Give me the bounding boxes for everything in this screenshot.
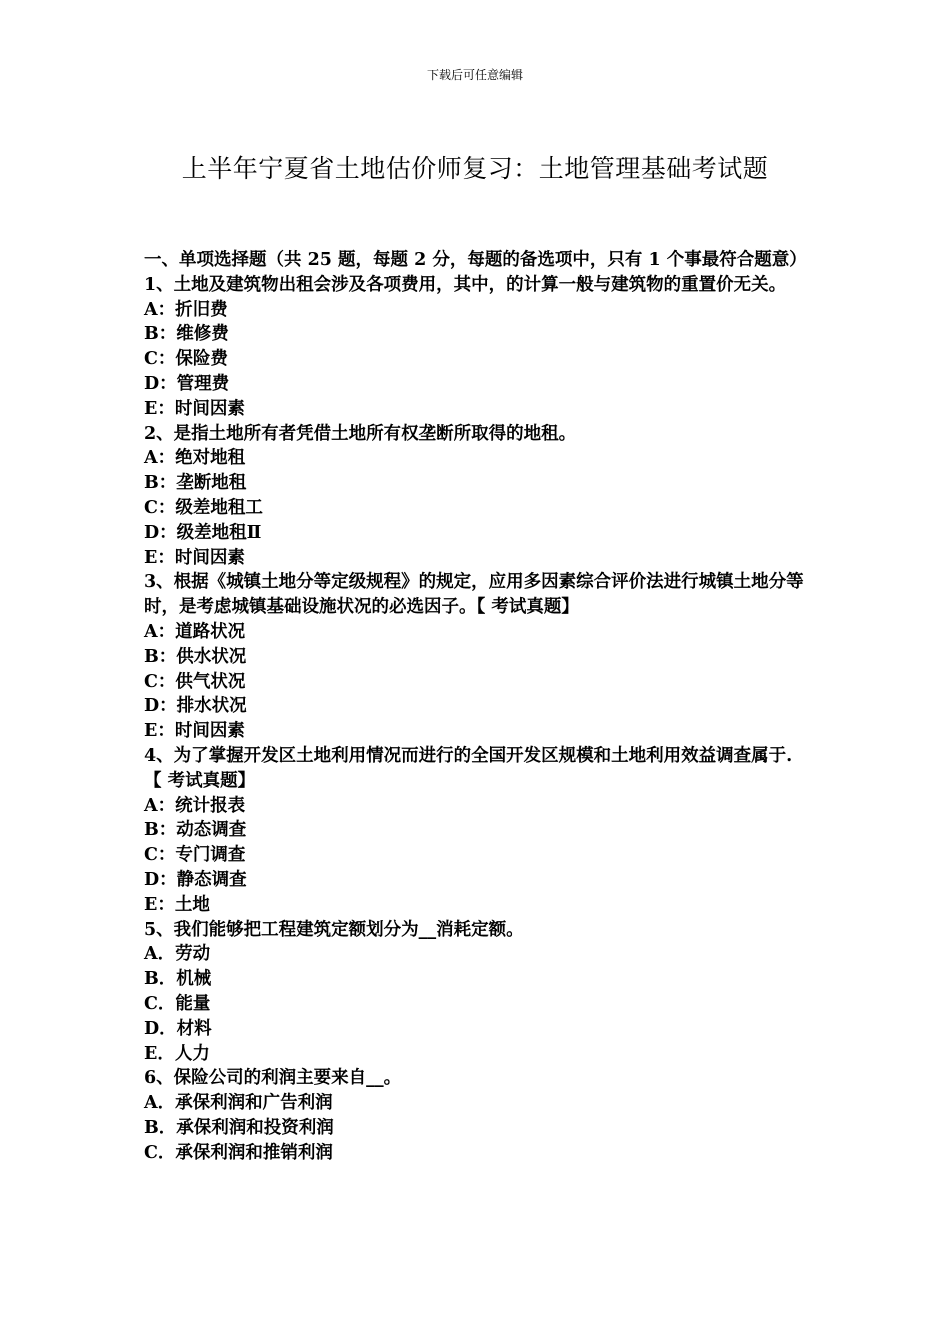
option: D：静态调查 (144, 869, 247, 890)
option: A：道路状况 (144, 621, 246, 642)
option: E．人力 (144, 1043, 210, 1064)
option: C：专门调查 (144, 845, 246, 866)
option: D：管理费 (144, 373, 230, 394)
option: C：保险费 (144, 349, 228, 370)
option: A：绝对地租 (144, 448, 246, 469)
option: B．承保利润和投资利润 (144, 1117, 334, 1138)
question-stem: 5、我们能够把工程建筑定额划分为__消耗定额。 (144, 919, 524, 940)
option: C：级差地租工 (144, 497, 263, 518)
option: B：维修费 (144, 324, 229, 345)
question-stem: 1、土地及建筑物出租会涉及各项费用，其中，的计算一般与建筑物的重置价无关。 (144, 274, 787, 295)
option: E：时间因素 (144, 547, 245, 568)
option: D．材料 (144, 1018, 212, 1039)
option: D：级差地租Ⅱ (144, 522, 262, 543)
document-body (144, 248, 808, 1165)
question-stem: 4、为了掌握开发区土地利用情况而进行的全国开发区规模和土地利用效益调查属于. 【 考试真题】 (144, 745, 793, 791)
option: C．承保利润和推销利润 (144, 1142, 333, 1163)
option: B：供水状况 (144, 646, 247, 667)
option: E：时间因素 (144, 398, 245, 419)
option: C．能量 (144, 993, 211, 1014)
option: B．机械 (144, 969, 212, 990)
option: B：动态调查 (144, 820, 247, 841)
document-title: 上半年宁夏省土地估价师复习：土地管理基础考试题 (181, 154, 769, 183)
option: D：排水状况 (144, 696, 247, 717)
section-heading: 一、单项选择题（共 25 题，每题 2 分，每题的备选项中，只有 1 个事最符合题意） (144, 250, 807, 270)
option: A：折旧费 (144, 299, 228, 320)
header-note: 下载后可任意编辑 (426, 68, 523, 82)
question-stem: 6、保险公司的利润主要来自__。 (144, 1068, 402, 1089)
option: E：土地 (144, 894, 210, 915)
option: B：垄断地租 (144, 473, 247, 494)
option: C：供气状况 (144, 671, 246, 692)
option: A．劳动 (144, 944, 211, 965)
question-stem: 2、是指土地所有者凭借土地所有权垄断所取得的地租。 (144, 423, 577, 444)
option: A．承保利润和广告利润 (144, 1093, 333, 1114)
option: A：统计报表 (144, 795, 246, 816)
option: E：时间因素 (144, 721, 245, 742)
question-stem: 3、根据《城镇土地分等定级规程》的规定，应用多因素综合评价法进行城镇土地分等时，是考虑城镇基础设施状况的必选因子。【 考试真题】 (144, 572, 804, 618)
